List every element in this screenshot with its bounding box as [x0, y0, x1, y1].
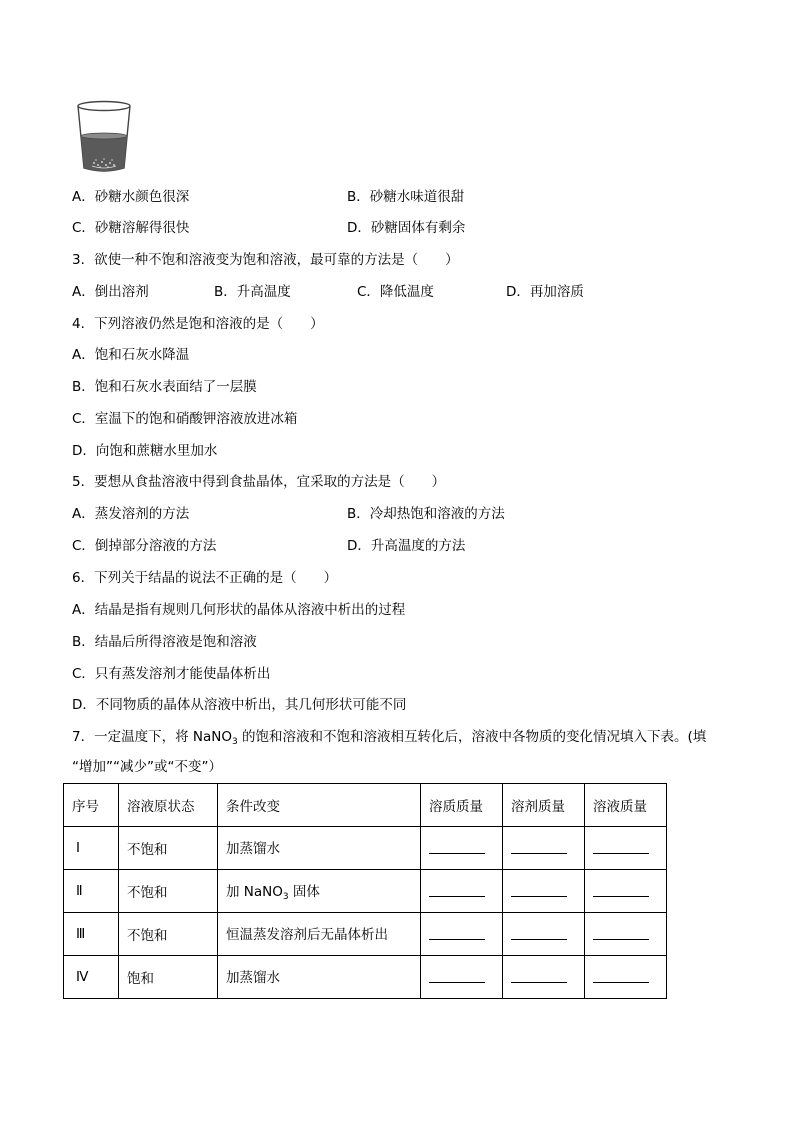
row-change: 加蒸馏水 [218, 956, 421, 999]
table-header-row [64, 784, 667, 827]
table-row [64, 913, 667, 956]
table-row [64, 870, 667, 913]
q7-stem-line2: “增加”“减少”或“不变”） [72, 759, 222, 775]
q6-option-a: A．结晶是指有规则几何形状的晶体从溶液中析出的过程 [72, 602, 406, 618]
q7-stem [72, 727, 706, 752]
q6-option-c: C．只有蒸发溶剂才能使晶体析出 [72, 666, 271, 682]
row-no: Ⅰ [64, 827, 119, 870]
q3-option-b: B．升高温度 [214, 284, 291, 300]
solute-mass-blank[interactable] [421, 956, 503, 999]
q4-option-a: A．饱和石灰水降温 [72, 347, 190, 363]
solution-mass-blank[interactable] [585, 870, 667, 913]
q3-option-c: C．降低温度 [357, 284, 434, 300]
q4-option-c: C．室温下的饱和硝酸钾溶液放进冰箱 [72, 411, 298, 427]
row-no: Ⅲ [64, 913, 119, 956]
header-state: 溶液原状态 [119, 784, 218, 827]
solute-mass-blank[interactable] [421, 870, 503, 913]
q6-stem: 6．下列关于结晶的说法不正确的是（ ） [72, 570, 338, 586]
q3-stem: 3．欲使一种不饱和溶液变为饱和溶液，最可靠的方法是（ ） [72, 252, 459, 268]
q4-stem: 4．下列溶液仍然是饱和溶液的是（ ） [72, 316, 324, 332]
solution-mass-blank[interactable] [585, 827, 667, 870]
row-change: 加蒸馏水 [218, 827, 421, 870]
solute-mass-blank[interactable] [421, 827, 503, 870]
table-row [64, 956, 667, 999]
row-no: Ⅱ [64, 870, 119, 913]
q2-option-b: B．砂糖水味道很甜 [347, 189, 465, 205]
q5-option-a: A．蒸发溶剂的方法 [72, 506, 190, 522]
q6-option-b: B．结晶后所得溶液是饱和溶液 [72, 634, 257, 650]
q3-option-a: A．倒出溶剂 [72, 284, 149, 300]
q2-option-d: D．砂糖固体有剩余 [347, 220, 466, 236]
solvent-mass-blank[interactable] [503, 956, 585, 999]
q7-stem-before: 7．一定温度下，将 NaNO [72, 729, 232, 745]
q5-stem: 5．要想从食盐溶液中得到食盐晶体，宜采取的方法是（ ） [72, 474, 446, 490]
solvent-mass-blank[interactable] [503, 827, 585, 870]
solution-mass-blank[interactable] [585, 913, 667, 956]
row-change: 恒温蒸发溶剂后无晶体析出 [218, 913, 421, 956]
beaker-with-sugar-image [76, 100, 132, 174]
header-solvent-mass: 溶剂质量 [503, 784, 585, 827]
header-solution-mass: 溶液质量 [585, 784, 667, 827]
header-change: 条件改变 [218, 784, 421, 827]
row-change: 加 NaNO$_3$ 固体 [218, 870, 421, 913]
q6-option-d: D．不同物质的晶体从溶液中析出，其几何形状可能不同 [72, 697, 407, 713]
solution-mass-blank[interactable] [585, 956, 667, 999]
solvent-mass-blank[interactable] [503, 913, 585, 956]
solute-mass-blank[interactable] [421, 913, 503, 956]
row-state: 饱和 [119, 956, 218, 999]
solvent-mass-blank[interactable] [503, 870, 585, 913]
row-state: 不饱和 [119, 827, 218, 870]
row-no: Ⅳ [64, 956, 119, 999]
q4-option-d: D．向饱和蔗糖水里加水 [72, 443, 218, 459]
header-no: 序号 [64, 784, 119, 827]
q7-stem-after: 的饱和溶液和不饱和溶液相互转化后，溶液中各物质的变化情况填入下表。(填 [237, 729, 707, 745]
table-row [64, 827, 667, 870]
q5-option-d: D．升高温度的方法 [347, 538, 466, 554]
q4-option-b: B．饱和石灰水表面结了一层膜 [72, 379, 257, 395]
q5-option-c: C．倒掉部分溶液的方法 [72, 538, 217, 554]
q3-option-d: D．再加溶质 [506, 284, 584, 300]
q7-stem-subscript: 3 [231, 737, 238, 747]
q7-answer-table [63, 783, 667, 999]
row-state: 不饱和 [119, 870, 218, 913]
row-state: 不饱和 [119, 913, 218, 956]
header-solute-mass: 溶质质量 [421, 784, 503, 827]
q5-option-b: B．冷却热饱和溶液的方法 [347, 506, 505, 522]
q2-option-a: A．砂糖水颜色很深 [72, 189, 190, 205]
q2-option-c: C．砂糖溶解得很快 [72, 220, 190, 236]
